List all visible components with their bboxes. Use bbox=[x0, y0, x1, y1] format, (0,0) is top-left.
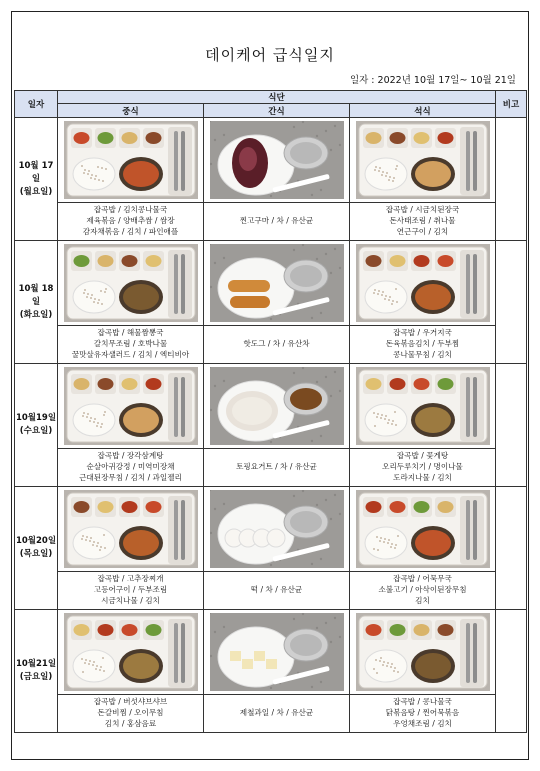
day-date-cell bbox=[15, 610, 58, 733]
menu-line: 소불고기 / 아삭이된장무침 bbox=[378, 585, 467, 595]
day-date: 10월19일 bbox=[15, 413, 57, 423]
menu-line: 오리두루치기 / 명이나물 bbox=[382, 462, 463, 472]
note-cell bbox=[496, 610, 527, 733]
lunch-tray-photo bbox=[64, 121, 198, 199]
day-weekday: (목요일) bbox=[19, 549, 53, 559]
menu-line: 잡곡밥 / 시금치된장국 bbox=[385, 205, 460, 215]
lunch-photo-cell bbox=[58, 610, 204, 695]
day-weekday: (금요일) bbox=[19, 672, 53, 682]
menu-line: 김치 bbox=[415, 595, 430, 605]
menu-line: 떡 / 차 / 유산균 bbox=[250, 585, 303, 595]
lunch-menu bbox=[58, 203, 204, 241]
dinner-menu bbox=[350, 695, 496, 733]
lunch-photo-cell bbox=[58, 241, 204, 326]
snack-photo bbox=[210, 613, 344, 691]
menu-line: 잡곡밥 / 김치콩나물국 bbox=[93, 205, 168, 215]
menu-line: 잡곡밥 / 우거지국 bbox=[393, 328, 452, 338]
day-date: 10월21일 bbox=[15, 659, 57, 669]
snack-photo bbox=[210, 244, 344, 322]
menu-line: 김치 / 홍삼음료 bbox=[104, 718, 157, 728]
lunch-menu bbox=[58, 449, 204, 487]
menu-line: 근대된장무침 / 김치 / 과일젤리 bbox=[79, 472, 182, 482]
menu-line: 도라지나물 / 김치 bbox=[393, 472, 452, 482]
lunch-menu bbox=[58, 326, 204, 364]
snack-photo-cell bbox=[204, 610, 350, 695]
lunch-menu bbox=[58, 572, 204, 610]
day-weekday: (수요일) bbox=[19, 426, 53, 436]
menu-line: 잡곡밥 / 장각삼계탕 bbox=[97, 451, 164, 461]
dinner-tray-photo bbox=[356, 490, 490, 568]
dinner-photo-cell bbox=[350, 364, 496, 449]
snack-header: 간식 bbox=[204, 104, 350, 118]
meal-log-table bbox=[14, 90, 527, 733]
snack-photo-cell bbox=[204, 118, 350, 203]
menu-line: 잡곡밥 / 버섯샤브샤브 bbox=[93, 697, 168, 707]
snack-photo-cell bbox=[204, 487, 350, 572]
day-date: 10월20일 bbox=[15, 536, 57, 546]
dinner-photo-cell bbox=[350, 118, 496, 203]
snack-photo bbox=[210, 490, 344, 568]
day-date: 10월 17일 bbox=[18, 160, 54, 184]
dinner-menu bbox=[350, 326, 496, 364]
lunch-photo-cell bbox=[58, 364, 204, 449]
menu-line: 닭볶음탕 / 찐어묵볶음 bbox=[385, 708, 460, 718]
menu-line: 핫도그 / 차 / 유산차 bbox=[243, 339, 310, 349]
snack-menu bbox=[204, 326, 350, 364]
lunch-tray-photo bbox=[64, 367, 198, 445]
menu-line: 갈치무조림 / 호박나물 bbox=[93, 339, 168, 349]
menu-line: 시금치나물 / 김치 bbox=[101, 595, 160, 605]
menu-line: 돈사태조림 / 취나물 bbox=[389, 216, 456, 226]
day-date: 10월 18일 bbox=[18, 283, 54, 307]
dinner-photo-cell bbox=[350, 241, 496, 326]
menu-line: 잡곡밥 / 해물짬뽕국 bbox=[97, 328, 164, 338]
note-cell bbox=[496, 487, 527, 610]
dinner-photo-cell bbox=[350, 487, 496, 572]
snack-photo-cell bbox=[204, 364, 350, 449]
menu-line: 순살아귀강정 / 미역미장채 bbox=[86, 462, 175, 472]
meal-log-page bbox=[11, 11, 529, 760]
dinner-tray-photo bbox=[356, 244, 490, 322]
menu-line: 돈갈비찜 / 오이무침 bbox=[97, 708, 164, 718]
note-cell bbox=[496, 241, 527, 364]
menu-line: 찐고구마 / 차 / 유산균 bbox=[239, 216, 314, 226]
lunch-tray-photo bbox=[64, 490, 198, 568]
menu-line: 돈육볶음김치 / 두부찜 bbox=[385, 339, 460, 349]
day-date-cell bbox=[15, 364, 58, 487]
snack-photo-cell bbox=[204, 241, 350, 326]
dinner-tray-photo bbox=[356, 367, 490, 445]
day-date-cell bbox=[15, 487, 58, 610]
date-header: 일자 bbox=[15, 91, 58, 118]
lunch-header: 중식 bbox=[58, 104, 204, 118]
day-date-cell bbox=[15, 241, 58, 364]
day-date-cell bbox=[15, 118, 58, 241]
menu-line: 토핑요거트 / 차 / 유산균 bbox=[236, 462, 317, 472]
document-title: 데이케어 급식일지 bbox=[205, 46, 335, 64]
day-rows bbox=[15, 118, 527, 733]
note-header: 비고 bbox=[496, 91, 527, 118]
menu-line: 제육볶음 / 양배추쌈 / 쌈장 bbox=[86, 216, 175, 226]
snack-menu bbox=[204, 449, 350, 487]
dinner-menu bbox=[350, 203, 496, 241]
lunch-tray-photo bbox=[64, 244, 198, 322]
menu-line: 잡곡밥 / 콩나물국 bbox=[393, 697, 452, 707]
snack-menu bbox=[204, 695, 350, 733]
menu-line: 꿀맛살유자샐러드 / 김치 / 엑티비아 bbox=[71, 349, 190, 359]
dinner-menu bbox=[350, 572, 496, 610]
note-cell bbox=[496, 364, 527, 487]
snack-photo bbox=[210, 121, 344, 199]
menu-line: 잡곡밥 / 어묵무국 bbox=[393, 574, 452, 584]
dinner-photo-cell bbox=[350, 610, 496, 695]
snack-photo bbox=[210, 367, 344, 445]
dinner-tray-photo bbox=[356, 121, 490, 199]
meal-header: 식단 bbox=[58, 91, 496, 104]
snack-menu bbox=[204, 572, 350, 610]
menu-line: 연근구이 / 김치 bbox=[396, 226, 449, 236]
lunch-photo-cell bbox=[58, 118, 204, 203]
note-cell bbox=[496, 118, 527, 241]
lunch-photo-cell bbox=[58, 487, 204, 572]
dinner-header: 석식 bbox=[350, 104, 496, 118]
dinner-tray-photo bbox=[356, 613, 490, 691]
lunch-menu bbox=[58, 695, 204, 733]
menu-line: 우엉채조림 / 김치 bbox=[393, 718, 452, 728]
day-weekday: (월요일) bbox=[19, 186, 53, 197]
menu-line: 제철과일 / 차 / 유산균 bbox=[239, 708, 314, 718]
dinner-menu bbox=[350, 449, 496, 487]
menu-line: 잡곡밥 / 고추장찌개 bbox=[97, 574, 164, 584]
date-range: 일자 : 2022년 10월 17일~ 10월 21일 bbox=[349, 75, 516, 86]
menu-line: 고등어구이 / 두부조림 bbox=[93, 585, 168, 595]
menu-line: 잡곡밥 / 꽃게탕 bbox=[396, 451, 449, 461]
snack-menu bbox=[204, 203, 350, 241]
lunch-tray-photo bbox=[64, 613, 198, 691]
menu-line: 콩나물무침 / 김치 bbox=[393, 349, 452, 359]
day-weekday: (화요일) bbox=[19, 309, 53, 320]
menu-line: 감자채볶음 / 김치 / 파인애플 bbox=[82, 226, 179, 236]
